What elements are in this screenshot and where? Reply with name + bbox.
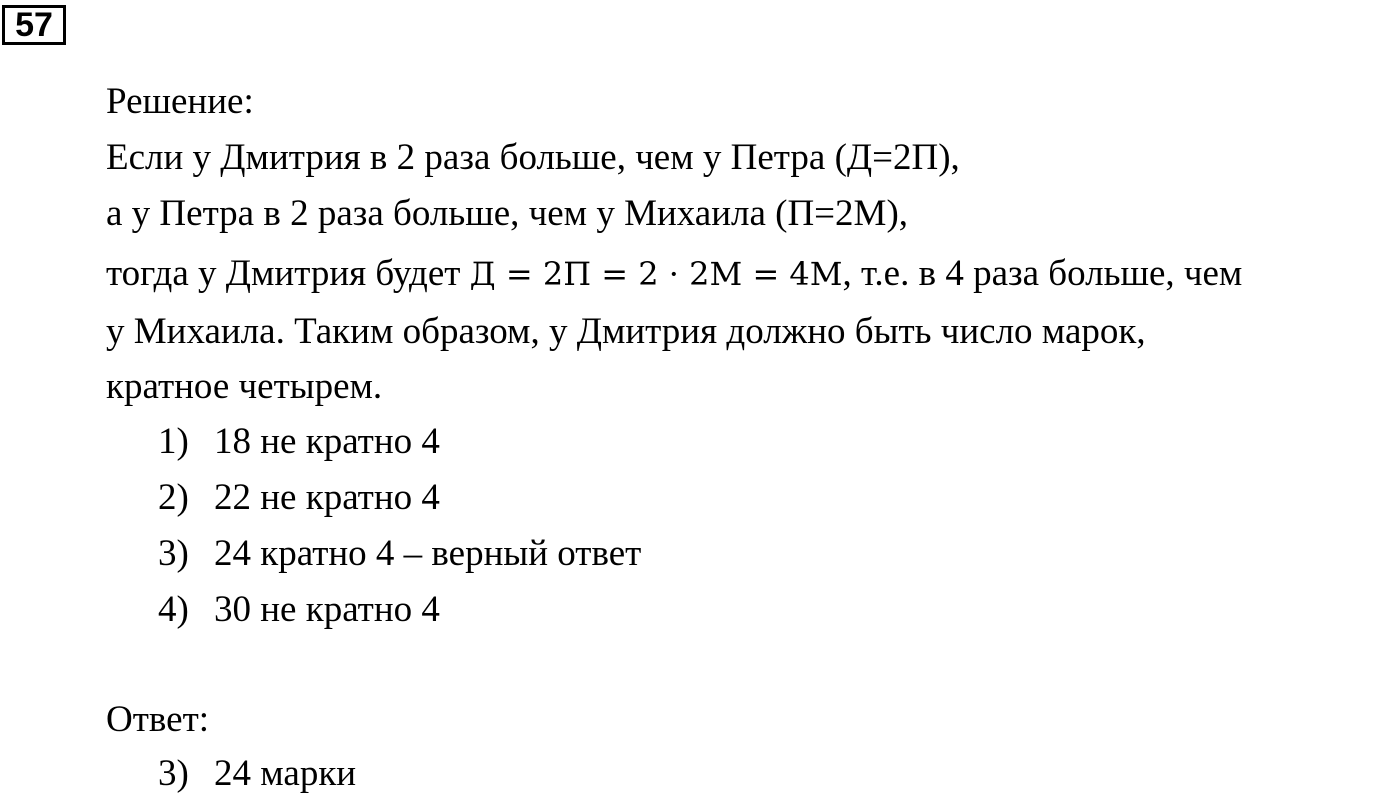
line-3-prefix: тогда у Дмитрия будет	[106, 253, 470, 294]
option-text: 18 не кратно 4	[214, 421, 440, 462]
option-2	[158, 476, 440, 520]
option-number: 2)	[158, 477, 189, 518]
solution-line-4: у Михаила. Таким образом, у Дмитрия должно быть число марок,	[106, 311, 1146, 352]
option-1	[158, 420, 440, 464]
solution-line-3	[106, 252, 1242, 296]
solution-line-1: Если у Дмитрия в 2 раза больше, чем у Петра (Д=2П),	[106, 137, 960, 178]
answer-text: 24 марки	[214, 753, 357, 794]
problem-number-box: 57	[2, 5, 66, 45]
line-3-suffix: , т.е. в 4 раза больше, чем	[842, 253, 1243, 294]
option-text: 30 не кратно 4	[214, 589, 440, 630]
option-text: 24 кратно 4 – верный ответ	[214, 533, 642, 574]
answer-number: 3)	[158, 753, 189, 794]
option-number: 4)	[158, 589, 189, 630]
formula: Д = 2П = 2 · 2М = 4М	[469, 255, 843, 293]
solution-heading: Решение:	[106, 81, 254, 122]
answer-heading: Ответ:	[106, 699, 210, 740]
option-4	[158, 588, 440, 632]
solution-line-5: кратное четырем.	[106, 366, 383, 407]
answer-item	[158, 752, 356, 796]
option-number: 1)	[158, 421, 189, 462]
option-text: 22 не кратно 4	[214, 477, 440, 518]
solution-line-2: а у Петра в 2 раза больше, чем у Михаила (П=2М),	[106, 193, 909, 234]
option-3	[158, 532, 641, 576]
option-number: 3)	[158, 533, 189, 574]
